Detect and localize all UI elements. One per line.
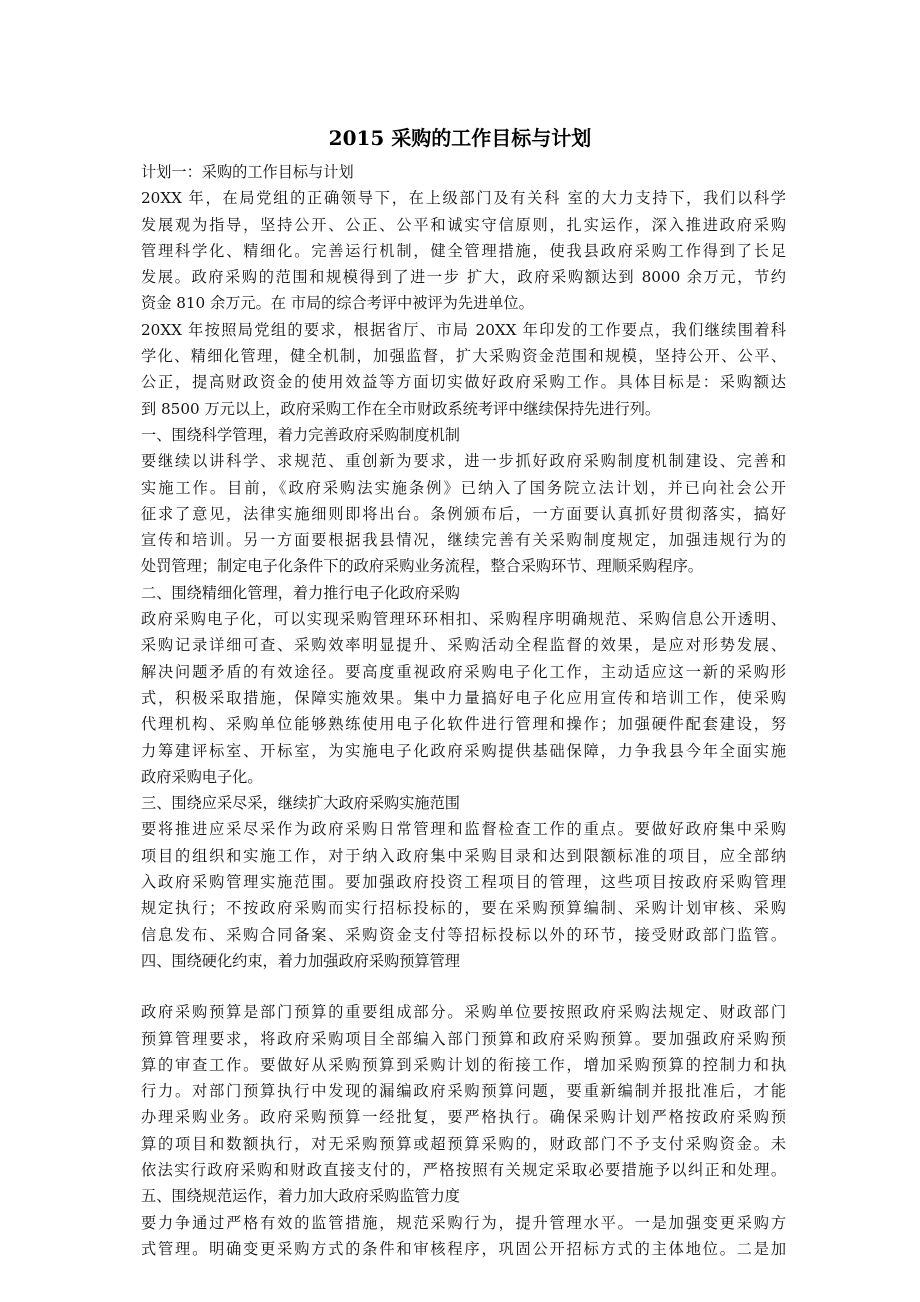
body-line: 公正，提高财政资金的使用效益等方面切实做好政府采购工作。具体目标是：采购额达 [141,373,786,392]
body-line: 资金 810 余万元。在 市局的综合考评中被评为先进单位。 [141,294,534,313]
body-line: 政府采购预算是部门预算的重要组成部分。采购单位要按照政府采购法规定、财政部门 [141,1003,786,1022]
body-line: 规定执行；不按政府采购而实行招标投标的，要在采购预算编制、采购计划审核、采购 [141,899,786,918]
body-line: 信息发布、采购合同备案、采购资金支付等招标投标以外的环节，接受财政部门监管。 [141,925,786,944]
body-line: 实施工作。目前，《政府采购法实施条例》已纳入了国务院立法计划，并已向社会公开 [141,478,786,497]
body-line: 预算管理要求，将政府采购项目全部编入部门预算和政府采购预算。要加强政府采购预 [141,1029,786,1048]
body-line: 采购记录详细可查、采购效率明显提升、采购活动全程监督的效果，是应对形势发展、 [141,636,786,655]
body-line: 办理采购业务。政府采购预算一经批复，要严格执行。确保采购计划严格按政府采购预 [141,1108,786,1127]
section-heading: 五、围绕规范运作，着力加大政府采购监管力度 [141,1187,460,1206]
body-line: 20XX 年，在局党组的正确领导下，在上级部门及有关科 室的大力支持下，我们以科学 [141,189,786,208]
section-heading: 一、围绕科学管理，着力完善政府采购制度机制 [141,425,460,444]
document-title: 2015 采购的工作目标与计划 [328,126,592,150]
body-line: 项目的组织和实施工作，对于纳入政府集中采购目录和达到限额标准的项目，应全部纳 [141,846,786,865]
body-line: 发展。政府采购的范围和规模得到了进一步 扩大，政府采购额达到 8000 余万元，节约 [141,268,786,287]
body-line: 式管理。明确变更采购方式的条件和审核程序，巩固公开招标方式的主体地位。二是加 [141,1239,786,1258]
body-line: 政府采购电子化。 [141,767,263,786]
body-line: 到 8500 万元以上，政府采购工作在全市财政系统考评中继续保持先进行列。 [141,399,661,418]
body-line: 政府采购电子化，可以实现采购管理环环相扣、采购程序明确规范、采购信息公开透明、 [141,610,786,629]
body-line: 入政府采购管理实施范围。要加强政府投资工程项目的管理，这些项目按政府采购管理 [141,873,786,892]
body-line: 算的审查工作。要做好从采购预算到采购计划的衔接工作，增加采购预算的控制力和执 [141,1055,786,1074]
body-line: 处罚管理；制定电子化条件下的政府采购业务流程，整合采购环节、理顺采购程序。 [141,557,703,576]
body-line: 要力争通过严格有效的监管措施，规范采购行为，提升管理水平。一是加强变更采购方 [141,1213,786,1232]
section-heading: 四、围绕硬化约束，着力加强政府采购预算管理 [141,951,460,970]
body-line: 式，积极采取措施，保障实施效果。集中力量搞好电子化应用宣传和培训工作，使采购 [141,688,786,707]
body-line: 学化、精细化管理，健全机制，加强监督，扩大采购资金范围和规模，坚持公开、公平、 [141,347,786,366]
blank-line [141,974,786,999]
section-heading: 二、围绕精细化管理，着力推行电子化政府采购 [141,583,460,602]
section-heading: 三、围绕应采尽采，继续扩大政府采购实施范围 [141,794,460,813]
document-body [141,159,786,1262]
body-line: 行力。对部门预算执行中发现的漏编政府采购预算问题，要重新编制并报批准后，才能 [141,1082,786,1101]
body-line: 算的项目和数额执行，对无采购预算或超预算采购的，财政部门不予支付采购资金。未 [141,1134,786,1153]
body-line: 管理科学化、精细化。完善运行机制，健全管理措施，使我县政府采购工作得到了长足 [141,241,786,260]
body-line: 力筹建评标室、开标室，为实施电子化政府采购提供基础保障，力争我县今年全面实施 [141,741,786,760]
body-line: 解决问题矛盾的有效途径。要高度重视政府采购电子化工作，主动适应这一新的采购形 [141,662,786,681]
body-line: 代理机构、采购单位能够熟练使用电子化软件进行管理和操作；加强硬件配套建设，努 [141,715,786,734]
body-line: 要继续以讲科学、求规范、重创新为要求，进一步抓好政府采购制度机制建设、完善和 [141,452,786,471]
body-line: 征求了意见，法律实施细则即将出台。条例颁布后，一方面要认真抓好贯彻落实，搞好 [141,504,786,523]
body-line: 依法实行政府采购和财政直接支付的，严格按照有关规定采取必要措施予以纠正和处理。 [141,1160,786,1179]
body-line: 宣传和培训。另一方面要根据我县情况，继续完善有关采购制度规定，加强违规行为的 [141,531,786,550]
section-heading: 计划一：采购的工作目标与计划 [141,163,354,181]
body-line: 要将推进应采尽采作为政府采购日常管理和监督检查工作的重点。要做好政府集中采购 [141,820,786,839]
body-line: 发展观为指导，坚持公开、公正、公平和诚实守信原则，扎实运作，深入推进政府采购 [141,215,786,234]
body-line: 20XX 年按照局党组的要求，根据省厅、市局 20XX 年印发的工作要点，我们继续围着科 [141,320,786,339]
